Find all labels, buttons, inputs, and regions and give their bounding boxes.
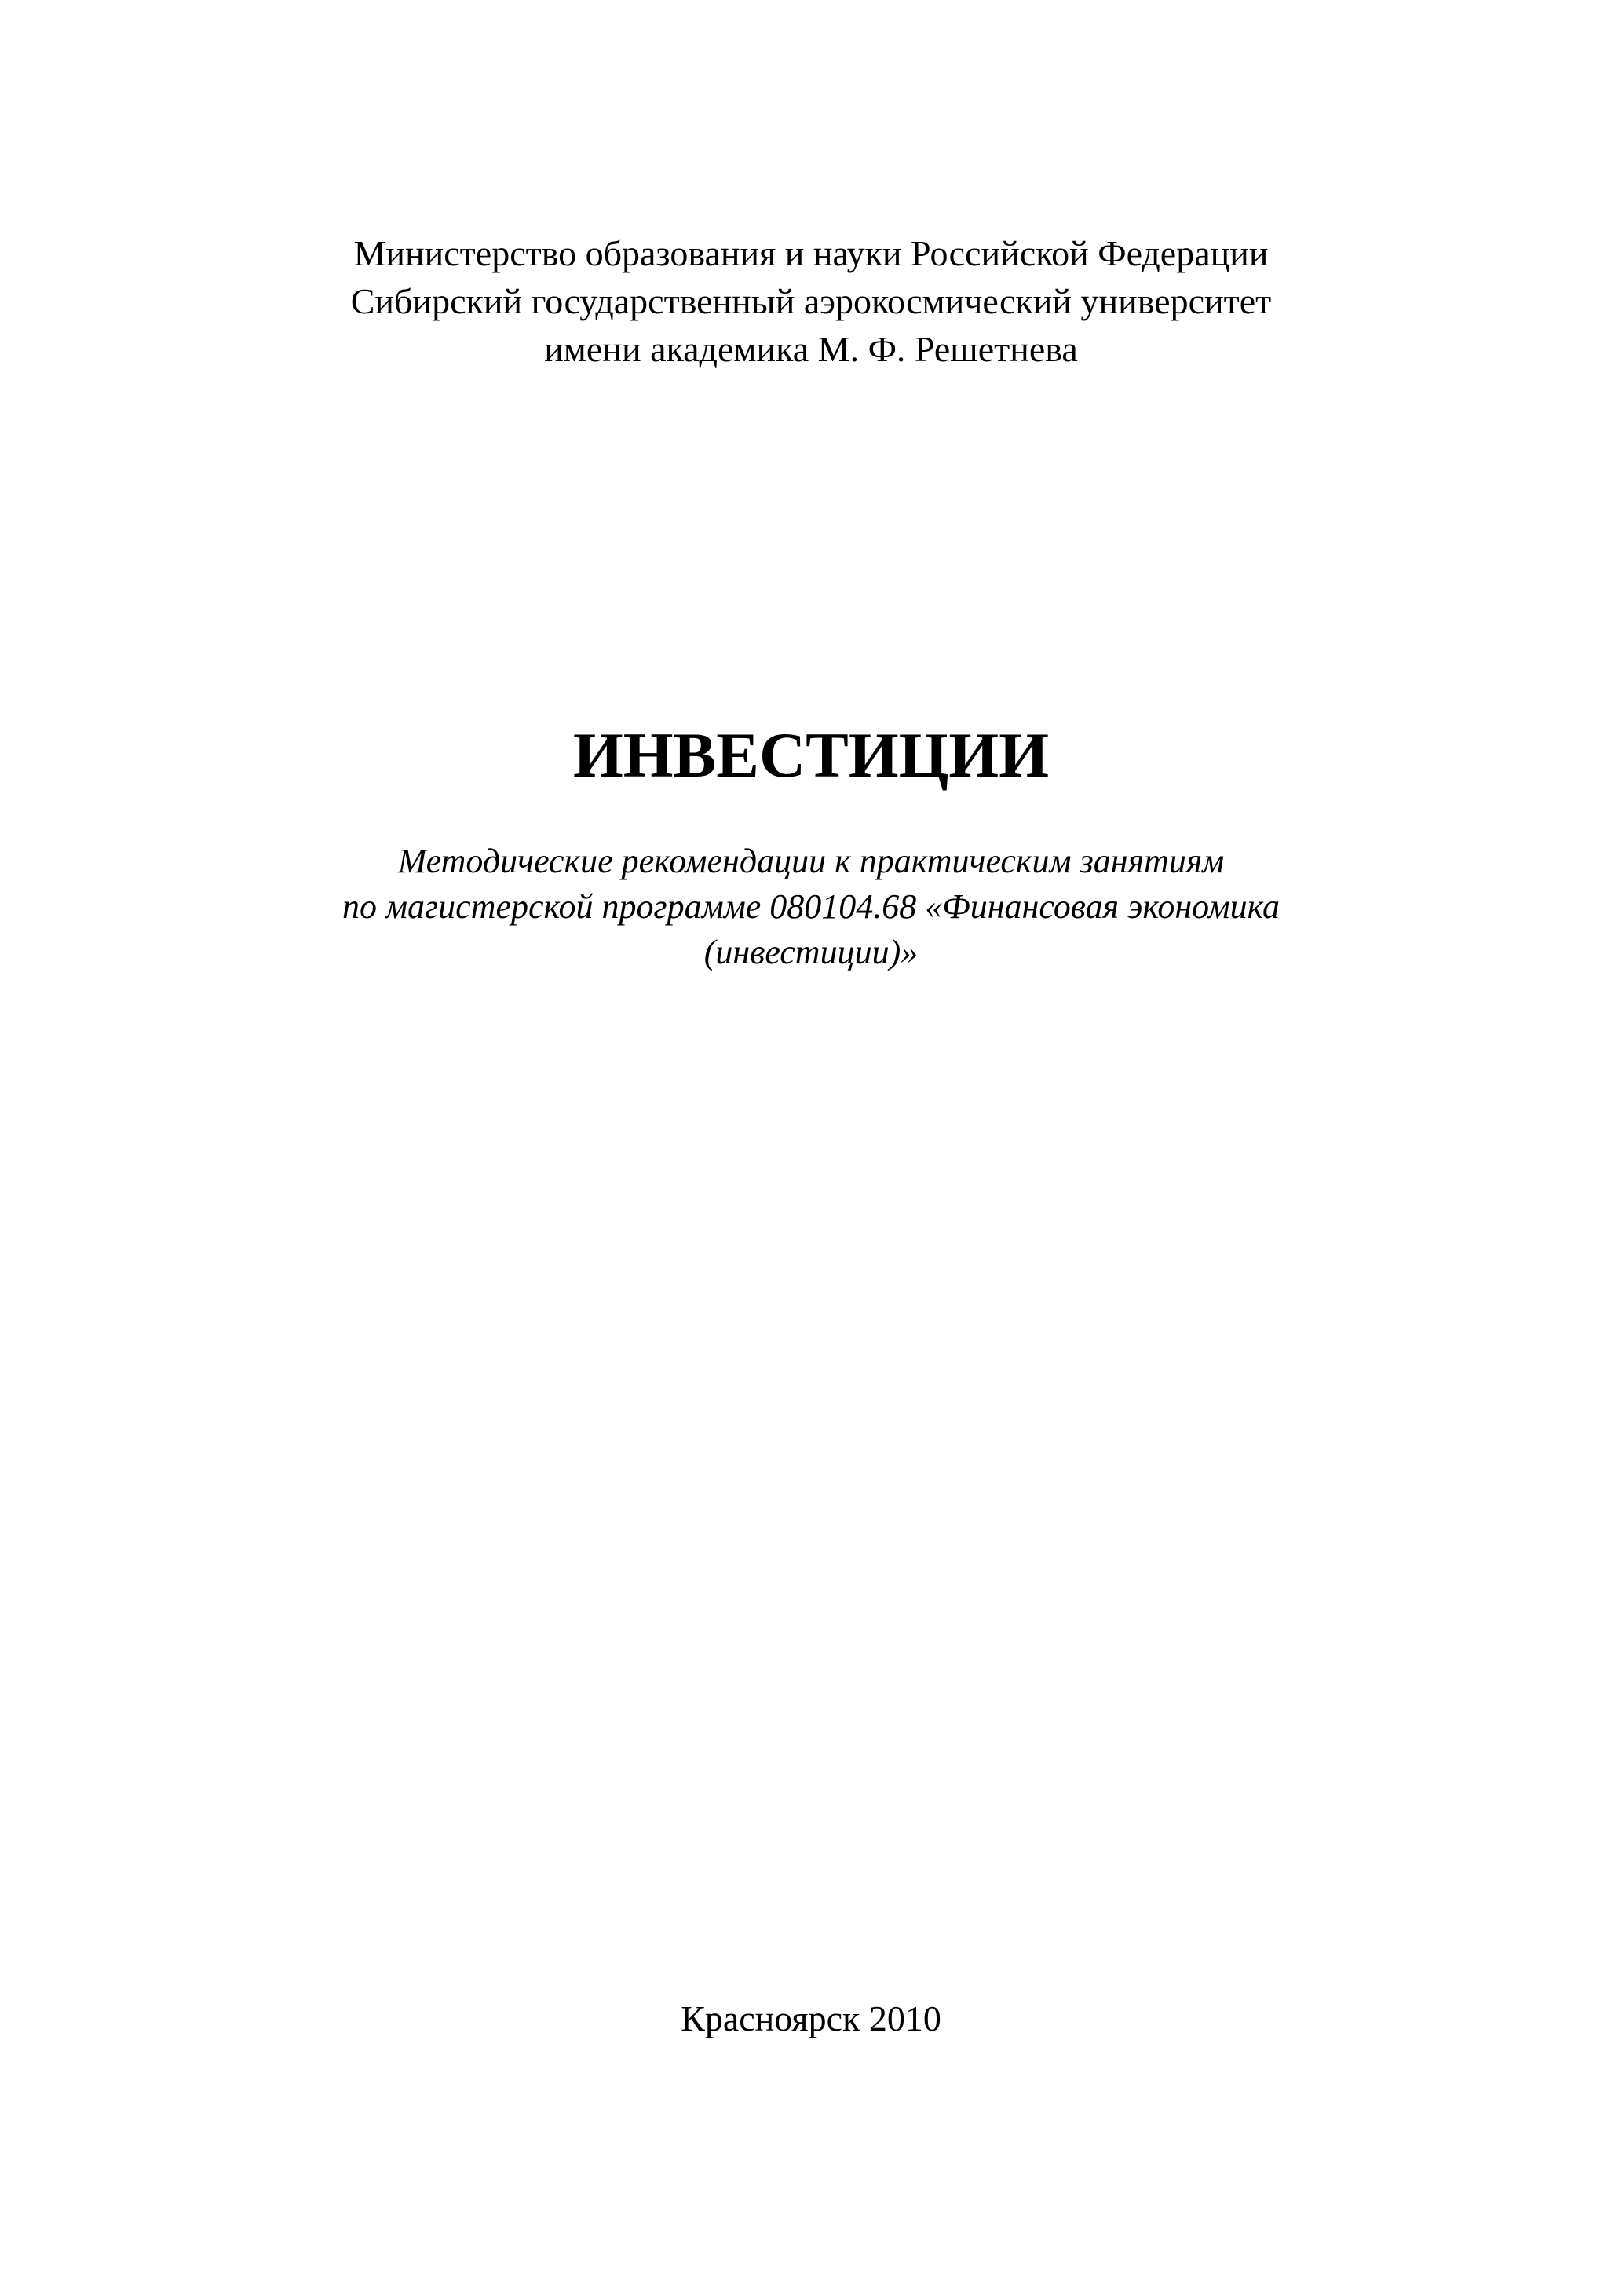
subtitle-line-3: (инвестиции)» xyxy=(703,933,919,971)
document-subtitle xyxy=(0,839,1622,975)
university-namesake: имени академика М. Ф. Решетнева xyxy=(544,329,1078,369)
university-name: Сибирский государственный аэрокосмический университет xyxy=(350,281,1272,321)
subtitle-line-2: по магистерской программе 080104.68 «Финансовая экономика xyxy=(342,887,1280,926)
subtitle-line-1: Методические рекомендации к практическим занятиям xyxy=(397,842,1225,880)
institution-header xyxy=(0,229,1622,373)
document-title: ИНВЕСТИЦИИ xyxy=(573,719,1049,791)
city-year: Красноярск 2010 xyxy=(681,1998,941,2038)
ministry-name: Министерство образования и науки Российской Федерации xyxy=(353,233,1269,273)
